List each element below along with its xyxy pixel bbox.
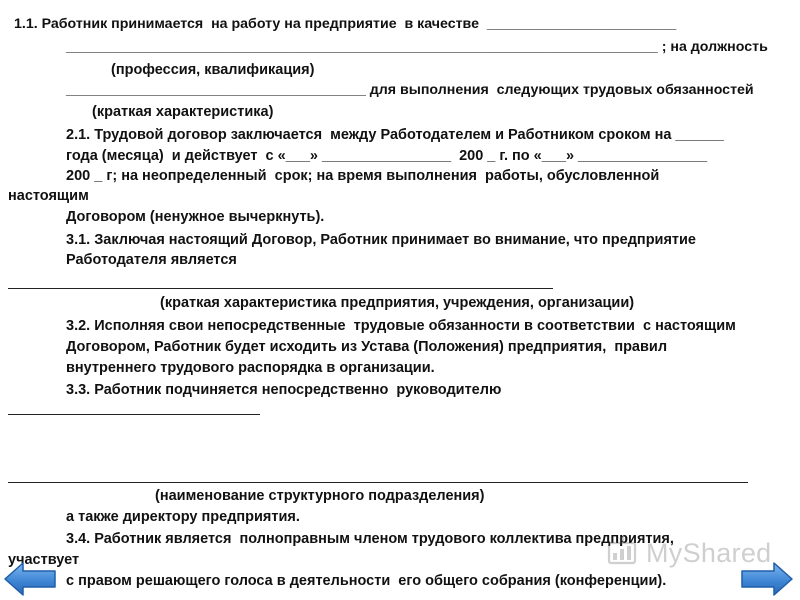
blank-division-line (8, 482, 748, 483)
doc-line-2-1: 2.1. Трудовой договор заключается между Работодателем и Работником сроком на ______ (66, 127, 724, 143)
doc-caption-profession: (профессия, квалификация) (111, 62, 315, 78)
doc-line-participates: участвует (8, 552, 80, 568)
doc-line-indefinite: 200 _ г; на неопределенный срок; на время выполнения работы, обусловленной (66, 168, 660, 184)
doc-line-term: года (месяца) и действует с «___» ________________ 200 _ г. по «___» ________________ (66, 148, 708, 164)
right-arrow-icon (740, 561, 794, 597)
next-slide-button[interactable] (740, 561, 794, 597)
doc-line-nastoyashchim: настоящим (8, 188, 89, 204)
watermark-logo-icon (606, 534, 640, 572)
doc-line-strike: Договором (ненужное вычеркнуть). (66, 209, 325, 225)
doc-line-3-3: 3.3. Работник подчиняется непосредственно руководителю (66, 382, 502, 398)
blank-enterprise-line (8, 288, 553, 289)
doc-line-vote: с правом решающего голоса в деятельности его общего собрания (конференции). (66, 573, 667, 589)
doc-line-position: ___________________________________________________________________________ ; на должность (66, 39, 768, 55)
doc-line-duties: ______________________________________ для выполнения следующих трудовых обязанностей (66, 82, 754, 98)
doc-caption-enterprise: (краткая характеристика предприятия, учреждения, организации) (160, 295, 635, 311)
doc-line-3-4: 3.4. Работник является полноправным членом трудового коллектива предприятия, (66, 531, 674, 547)
doc-line-1-1: 1.1. Работник принимается на работу на предприятие в качестве ________________________ (14, 16, 677, 32)
watermark-text: MyShared (646, 537, 772, 568)
doc-line-3-2: 3.2. Исполняя свои непосредственные трудовые обязанности в соответствии с настоящим (66, 318, 736, 334)
doc-line-3-1: 3.1. Заключая настоящий Договор, Работник принимает во внимание, что предприятие (66, 232, 696, 248)
left-arrow-icon (3, 561, 57, 597)
doc-caption-short: (краткая характеристика) (92, 104, 274, 120)
doc-line-employer: Работодателя является (66, 252, 237, 268)
prev-slide-button[interactable] (3, 561, 57, 597)
doc-caption-division: (наименование структурного подразделения) (155, 488, 485, 504)
doc-line-regulations: внутреннего трудового распорядка в организации. (66, 360, 435, 376)
blank-manager-line (8, 414, 260, 415)
doc-line-director: а также директору предприятия. (66, 509, 300, 525)
doc-line-charter: Договором, Работник будет исходить из Устава (Положения) предприятия, правил (66, 339, 668, 355)
